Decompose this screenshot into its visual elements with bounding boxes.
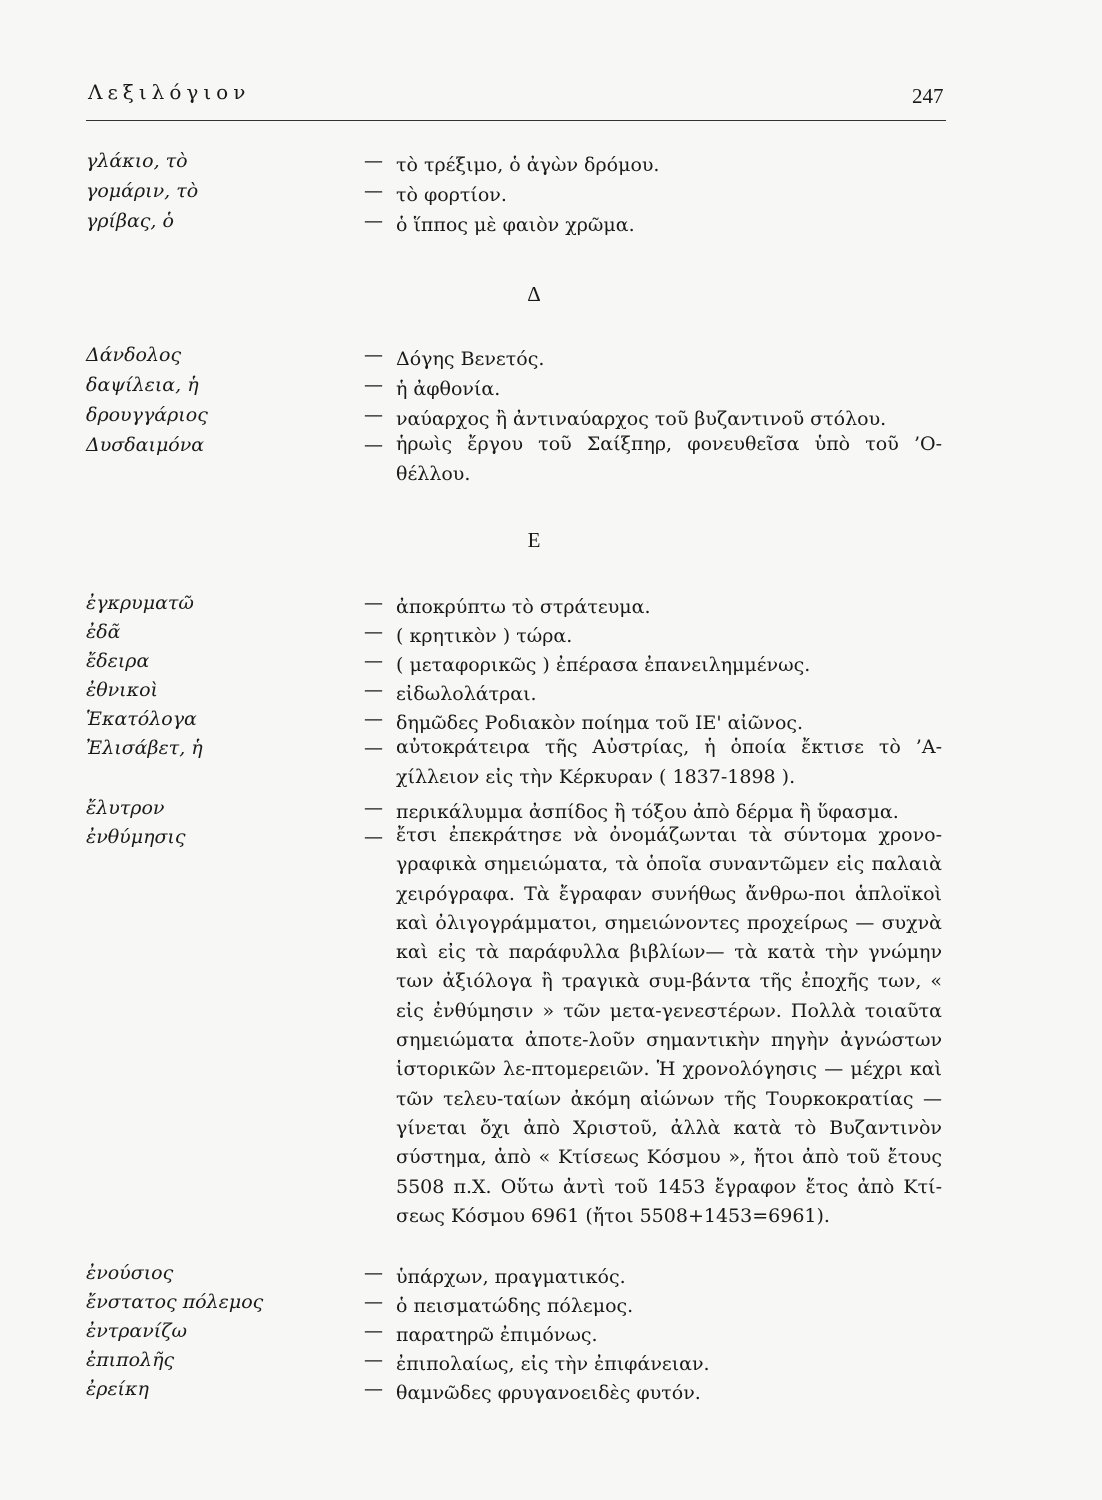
entry-headword: δαψίλεια, ἡ bbox=[86, 374, 199, 396]
entry-dash: — bbox=[364, 344, 383, 366]
entry-headword: γρίβας, ὁ bbox=[86, 210, 174, 232]
entry-definition: ὁ ἵππος μὲ φαιὸν χρῶμα. bbox=[396, 214, 635, 236]
entry-dash: — bbox=[364, 210, 383, 232]
entry-headword: ἐθνικοὶ bbox=[86, 679, 158, 701]
entry-definition: ὁ πεισματώδης πόλεμος. bbox=[396, 1295, 634, 1317]
entry-definition: αὐτοκράτειρα τῆς Αὐστρίας, ἡ ὁποία ἔκτισε τὸ ’Α-χίλλειον εἰς τὴν Κέρκυραν ( 1837-1898 ). bbox=[396, 736, 942, 788]
entry-dash: — bbox=[364, 1320, 383, 1342]
entry-headword: ἐνούσιος bbox=[86, 1262, 174, 1284]
entry-definition: ὑπάρχων, πραγματικός. bbox=[396, 1266, 626, 1288]
entry-headword: ἔνστατος πόλεμος bbox=[86, 1291, 264, 1313]
entry-definition: τὸ τρέξιμο, ὁ ἀγὼν δρόμου. bbox=[396, 154, 660, 176]
entry-dash: — bbox=[364, 621, 383, 643]
entry-definition: περικάλυμμα ἀσπίδος ἢ τόξου ἀπὸ δέρμα ἢ ὕφασμα. bbox=[396, 801, 899, 823]
page-number: 247 bbox=[912, 84, 944, 108]
entry-dash: — bbox=[364, 1262, 383, 1284]
entry-headword: ἐδᾶ bbox=[86, 621, 121, 643]
entry-headword: Ἑκατόλογα bbox=[86, 708, 197, 730]
entry-dash: — bbox=[364, 679, 383, 701]
entry-dash: — bbox=[364, 826, 383, 848]
entry-headword: δρουγγάριος bbox=[86, 404, 208, 426]
entry-definition: ἀποκρύπτω τὸ στράτευμα. bbox=[396, 596, 651, 618]
entry-headword: Δάνδολος bbox=[86, 344, 182, 366]
entry-dash: — bbox=[364, 1378, 383, 1400]
entry-dash: — bbox=[364, 374, 383, 396]
entry-definition: ( κρητικὸν ) τώρα. bbox=[396, 625, 573, 647]
entry-dash: — bbox=[364, 708, 383, 730]
entry-headword: ἐνθύμησις bbox=[86, 826, 186, 848]
running-title: Λεξιλόγιον bbox=[88, 80, 251, 104]
entry-definition: ναύαρχος ἢ ἀντιναύαρχος τοῦ βυζαντινοῦ στόλου. bbox=[396, 408, 887, 430]
entry-definition: παρατηρῶ ἐπιμόνως. bbox=[396, 1324, 598, 1346]
entry-dash: — bbox=[364, 1349, 383, 1371]
entry-dash: — bbox=[364, 150, 383, 172]
entry-headword: ἐντρανίζω bbox=[86, 1320, 188, 1342]
entry-definition: ( μεταφορικῶς ) ἐπέρασα ἐπανειλημμένως. bbox=[396, 654, 811, 676]
entry-headword: γομάριν, τὸ bbox=[86, 180, 199, 202]
entry-headword: γλάκιο, τὸ bbox=[86, 150, 188, 172]
entry-definition: δημῶδες Ροδιακὸν ποίημα τοῦ ΙΕ' αἰῶνος. bbox=[396, 712, 804, 734]
entry-dash: — bbox=[364, 1291, 383, 1313]
header-rule bbox=[86, 120, 946, 121]
entry-headword: ἔδειρα bbox=[86, 650, 150, 672]
entry-dash: — bbox=[364, 434, 383, 456]
entry-headword: ἐπιπολῆς bbox=[86, 1349, 175, 1371]
entry-headword: ἐρείκη bbox=[86, 1378, 149, 1400]
entry-definition: εἰδωλολάτραι. bbox=[396, 683, 537, 705]
section-letter-epsilon: Ε bbox=[527, 528, 541, 552]
section-letter-delta: Δ bbox=[527, 282, 541, 306]
entry-definition: ἡ ἀφθονία. bbox=[396, 378, 501, 400]
entry-headword: Δυσδαιμόνα bbox=[86, 434, 205, 456]
entry-dash: — bbox=[364, 737, 383, 759]
entry-dash: — bbox=[364, 650, 383, 672]
entry-headword: Ἐλισάβετ, ἡ bbox=[86, 737, 203, 759]
entry-definition: τὸ φορτίον. bbox=[396, 184, 507, 206]
entry-definition: θαμνῶδες φρυγανοειδὲς φυτόν. bbox=[396, 1382, 701, 1404]
entry-definition: ἔτσι ἐπεκράτησε νὰ ὀνομάζωνται τὰ σύντομα χρονο-γραφικὰ σημειώματα, τὰ ὁποῖα συναντῶμεν εἰς παλαιὰ χειρόγραφα. Τὰ ἔγραφαν συνήθως ἄνθρω-ποι ἁπλοϊκοὶ καὶ ὀλιγογράμματοι, σημειώνοντες προχείρως — συχνὰ καὶ εἰς τὰ παράφυλλα βιβλίων— τὰ κατὰ τὴν γνώμην των ἀξιόλογα ἢ τραγικὰ συμ-βάντα τῆς ἐποχῆς των, « εἰς ἐνθύμησιν » τῶν μετα-γενεστέρων. Πολλὰ τοιαῦτα σημειώματα ἀποτε-λοῦν σημαντικὴν πηγὴν ἀγνώστων ἱστορικῶν λε-πτομερειῶν. Ἡ χρονολόγησις — μέχρι καὶ τῶν τελευ-ταίων ἀκόμη αἰώνων τῆς Τουρκοκρατίας — γίνεται ὄχι ἀπὸ Χριστοῦ, ἀλλὰ κατὰ τὸ Βυζαντινὸν σύστημα, ἀπὸ « Κτίσεως Κόσμου », ἤτοι ἀπὸ τοῦ ἔτους 5508 π.Χ. Οὕτω ἀντὶ τοῦ 1453 ἔγραφον ἔτος ἀπὸ Κτί-σεως Κόσμου 6961 (ἤτοι 5508+1453=6961). bbox=[396, 824, 942, 1227]
entry-headword: ἐγκρυματῶ bbox=[86, 592, 194, 614]
entry-definition: Δόγης Βενετός. bbox=[396, 348, 545, 370]
entry-definition: ἡρωὶς ἔργου τοῦ Σαίξπηρ, φονευθεῖσα ὑπὸ τοῦ ’Ο-θέλλου. bbox=[396, 433, 942, 485]
entry-dash: — bbox=[364, 797, 383, 819]
entry-dash: — bbox=[364, 592, 383, 614]
entry-dash: — bbox=[364, 180, 383, 202]
entry-headword: ἔλυτρον bbox=[86, 797, 165, 819]
entry-dash: — bbox=[364, 404, 383, 426]
entry-definition: ἐπιπολαίως, εἰς τὴν ἐπιφάνειαν. bbox=[396, 1353, 710, 1375]
